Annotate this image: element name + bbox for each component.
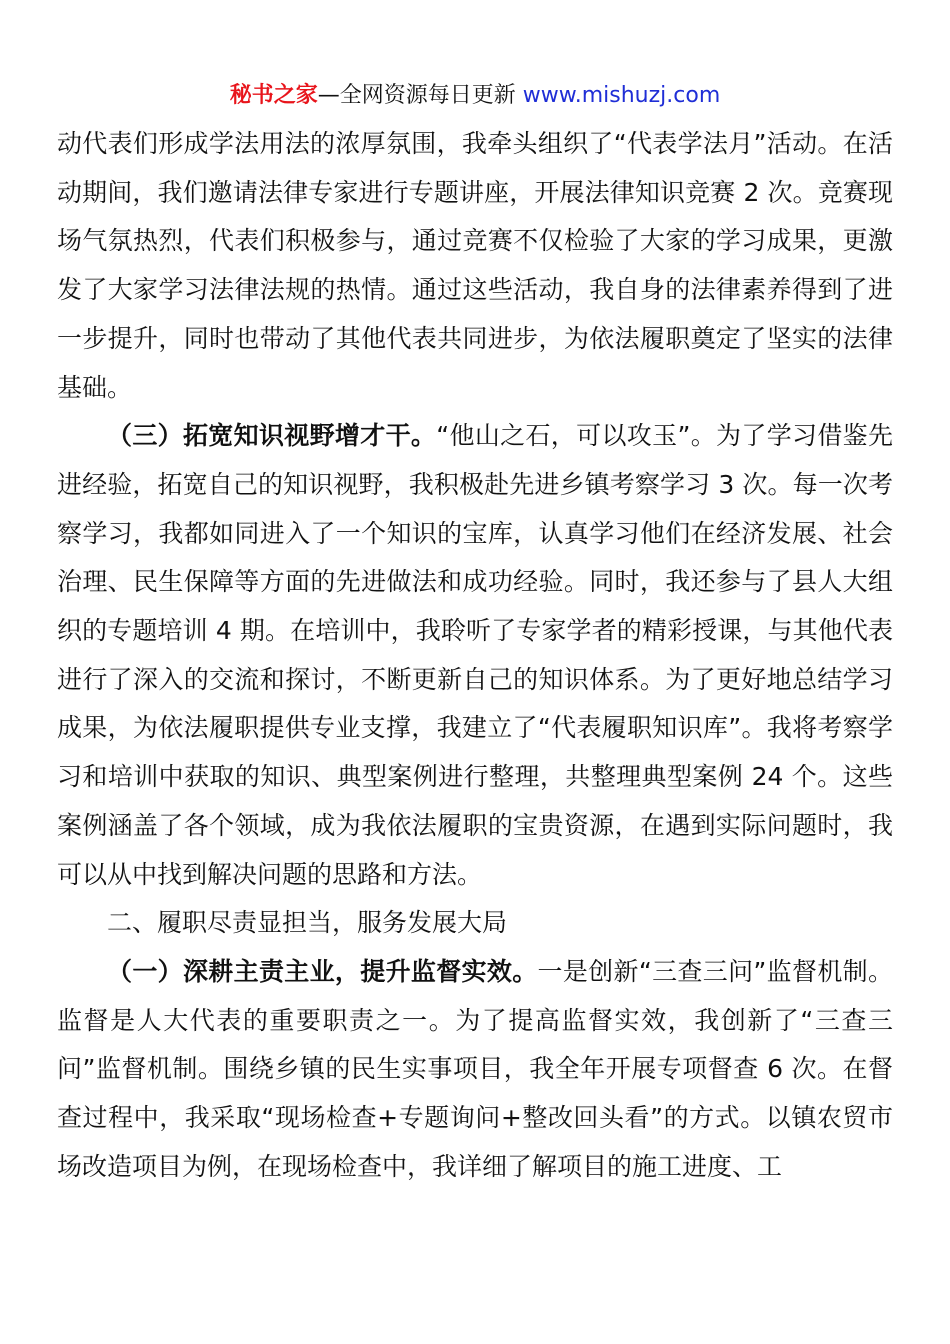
paragraph-text: “他山之石，可以攻玉”。为了学习借鉴先进经验，拓宽自己的知识视野，我积极赴先进乡镇考察学习 3 次。每一次考察学习，我都如同进入了一个知识的宝库，认真学习他们在经济发展、社会治理、民生保障等方面的先进做法和成功经验。同时，我还参与了县人大组织的专题培训 4 期。在培训中，我聆听了专家学者的精彩授课，与其他代表进行了深入的交流和探讨，不断更新自己的知识体系。为了更好地总结学习成果，为依法履职提供专业支撑，我建立了“代表履职知识库”。我将考察学习和培训中获取的知识、典型案例进行整理，共整理典型案例 24 个。这些案例涵盖了各个领域，成为我依法履职的宝贵资源，在遇到实际问题时，我可以从中找到解决问题的思路和方法。 bbox=[57, 421, 893, 889]
section-heading-text: 二、履职尽责显担当，服务发展大局 bbox=[107, 908, 508, 938]
banner-tagline: —全网资源每日更新 bbox=[317, 83, 523, 108]
subsection-heading: （一）深耕主责主业，提升监督实效。 bbox=[107, 956, 538, 986]
site-url-link[interactable]: www.mishuzj.com bbox=[522, 83, 721, 108]
paragraph-section-1 bbox=[57, 948, 893, 1192]
brand-name: 秘书之家 bbox=[229, 83, 318, 108]
subsection-heading: （三）拓宽知识视野增才干。 bbox=[107, 421, 437, 451]
site-banner bbox=[0, 80, 950, 112]
paragraph-section-3 bbox=[57, 412, 893, 899]
paragraph-continued bbox=[57, 120, 893, 412]
document-body bbox=[57, 120, 893, 1191]
paragraph-text: 动代表们形成学法用法的浓厚氛围，我牵头组织了“代表学法月”活动。在活动期间，我们邀请法律专家进行专题讲座，开展法律知识竞赛 2 次。竞赛现场气氛热烈，代表们积极参与，通过竞赛不仅检验了大家的学习成果，更激发了大家学习法律法规的热情。通过这些活动，我自身的法律素养得到了进一步提升，同时也带动了其他代表共同进步，为依法履职奠定了坚实的法律基础。 bbox=[57, 129, 893, 402]
paragraph-text: 一是创新“三查三问”监督机制。监督是人大代表的重要职责之一。为了提高监督实效，我创新了“三查三问”监督机制。围绕乡镇的民生实事项目，我全年开展专项督查 6 次。在督查过程中，我采取“现场检查+专题询问+整改回头看”的方式。以镇农贸市场改造项目为例，在现场检查中，我详细了解项目的施工进度、工 bbox=[57, 956, 893, 1181]
section-heading bbox=[57, 899, 893, 948]
